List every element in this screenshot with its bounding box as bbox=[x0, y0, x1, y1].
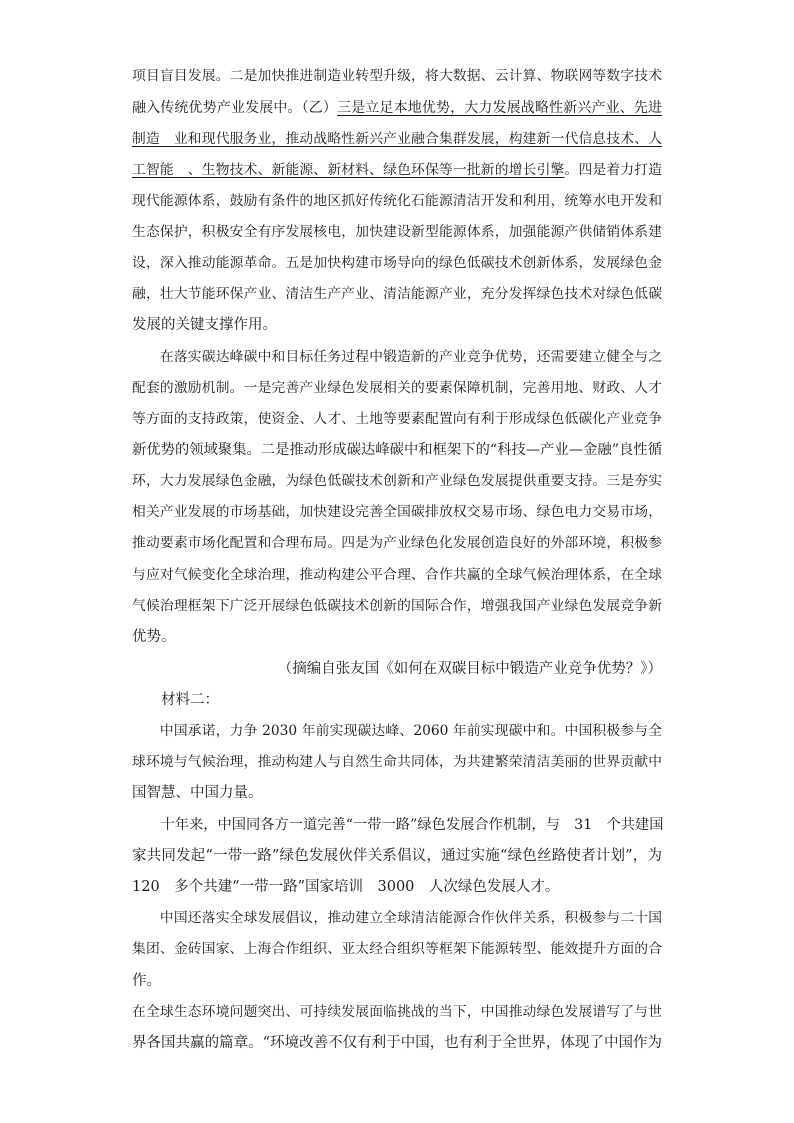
body-line: 家共同发起“一带一路”绿色发展伙伴关系倡议，通过实施“绿色丝路使者计划”，为 bbox=[132, 848, 662, 864]
body-line: 融入传统优势产业发展中。（乙）三是立足本地优势，大力发展战略性新兴产业、先进 bbox=[132, 100, 663, 116]
body-line: 界各国共赢的篇章。“环境改善不仅有利于中国，也有利于全世界，体现了中国作为 bbox=[132, 1035, 662, 1051]
body-line: 项目盲目发展。二是加快推进制造业转型升级，将大数据、云计算、物联网等数字技术 bbox=[132, 68, 662, 84]
body-line: 工智能 、生物技术、新能源、新材料、绿色环保等一批新的增长引擎。四是着力打造 bbox=[132, 162, 662, 178]
underlined-text: 三是立足本地优势，大力发展战略性新兴产业、先进 bbox=[337, 100, 663, 116]
body-line: 中国承诺，力争 2030 年前实现碳达峰、2060 年前实现碳中和。中国积极参与全 bbox=[132, 723, 662, 739]
source-citation: （摘编自张友国《如何在双碳目标中锻造产业竞争优势？》） bbox=[277, 661, 662, 677]
body-line: 十年来，中国同各方一道完善“一带一路”绿色发展合作机制，与 31 个共建国 bbox=[132, 817, 664, 833]
body-line: 现代能源体系，鼓励有条件的地区抓好传统化石能源清洁开发和利用，统筹水电开发和 bbox=[132, 193, 662, 209]
body-line: 优势。 bbox=[132, 629, 176, 645]
body-line: 推动要素市场化配置和合理布局。四是为产业绿色化发展创造良好的外部环境，积极参 bbox=[132, 535, 662, 551]
body-line: 在落实碳达峰碳中和目标任务过程中锻造新的产业竞争优势，还需要建立健全与之 bbox=[132, 349, 662, 365]
body-line: 环，大力发展绿色金融，为绿色低碳技术创新和产业绿色发展提供重要支持。三是夯实 bbox=[132, 473, 662, 489]
body-line: 作。 bbox=[132, 973, 161, 989]
body-line: 气候治理框架下广泛开展绿色低碳技术创新的国际合作，增强我国产业绿色发展竞争新 bbox=[132, 598, 662, 614]
body-line: 相关产业发展的市场基础，加快建设完善全国碳排放权交易市场、绿色电力交易市场， bbox=[132, 504, 662, 520]
underlined-text: 制造 业和现代服务业，推动战略性新兴产业融合集群发展，构建新一代信息技术、人 bbox=[132, 131, 662, 147]
body-line: 等方面的支持政策，使资金、人才、土地等要素配置向有利于形成绿色低碳化产业竞争 bbox=[132, 411, 662, 427]
section-heading: 材料二： bbox=[132, 692, 219, 708]
body-line: 新优势的领域聚集。二是推动形成碳达峰碳中和框架下的“科技—产业—金融”良性循 bbox=[132, 442, 662, 458]
body-line: 中国还落实全球发展倡议，推动建立全球清洁能源合作伙伴关系，积极参与二十国 bbox=[132, 910, 662, 926]
body-line: 在全球生态环境问题突出、可持续发展面临挑战的当下，中国推动绿色发展谱写了与世 bbox=[132, 1004, 662, 1020]
body-line: 生态保护，积极安全有序发展核电，加快建设新型能源体系，加强能源产供储销体系建 bbox=[132, 224, 662, 240]
body-line: 与应对气候变化全球治理，推动构建公平合理、合作共赢的全球气候治理体系，在全球 bbox=[132, 567, 662, 583]
body-line: 设，深入推动能源革命。五是加快构建市场导向的绿色低碳技术创新体系，发展绿色金 bbox=[132, 255, 662, 271]
body-line: 融，壮大节能环保产业、清洁生产产业、清洁能源产业，充分发挥绿色技术对绿色低碳 bbox=[132, 286, 662, 302]
body-line: 发展的关键支撑作用。 bbox=[132, 317, 277, 333]
underlined-text: 工智能 、生物技术、新能源、新材料、绿色环保等一批新的增长引擎 bbox=[132, 162, 565, 178]
body-line: 国智慧、中国力量。 bbox=[132, 785, 263, 801]
body-line bbox=[132, 129, 662, 149]
body-line: 球环境与气候治理，推动构建人与自然生命共同体，为共建繁荣清洁美丽的世界贡献中 bbox=[132, 754, 662, 770]
body-line: 120 多个共建“一带一路”国家培训 3000 人次绿色发展人才。 bbox=[132, 879, 560, 895]
body-line: 配套的激励机制。一是完善产业绿色发展相关的要素保障机制，完善用地、财政、人才 bbox=[132, 380, 662, 396]
body-line: 集团、金砖国家、上海合作组织、亚太经合组织等框架下能源转型、能效提升方面的合 bbox=[132, 941, 662, 957]
